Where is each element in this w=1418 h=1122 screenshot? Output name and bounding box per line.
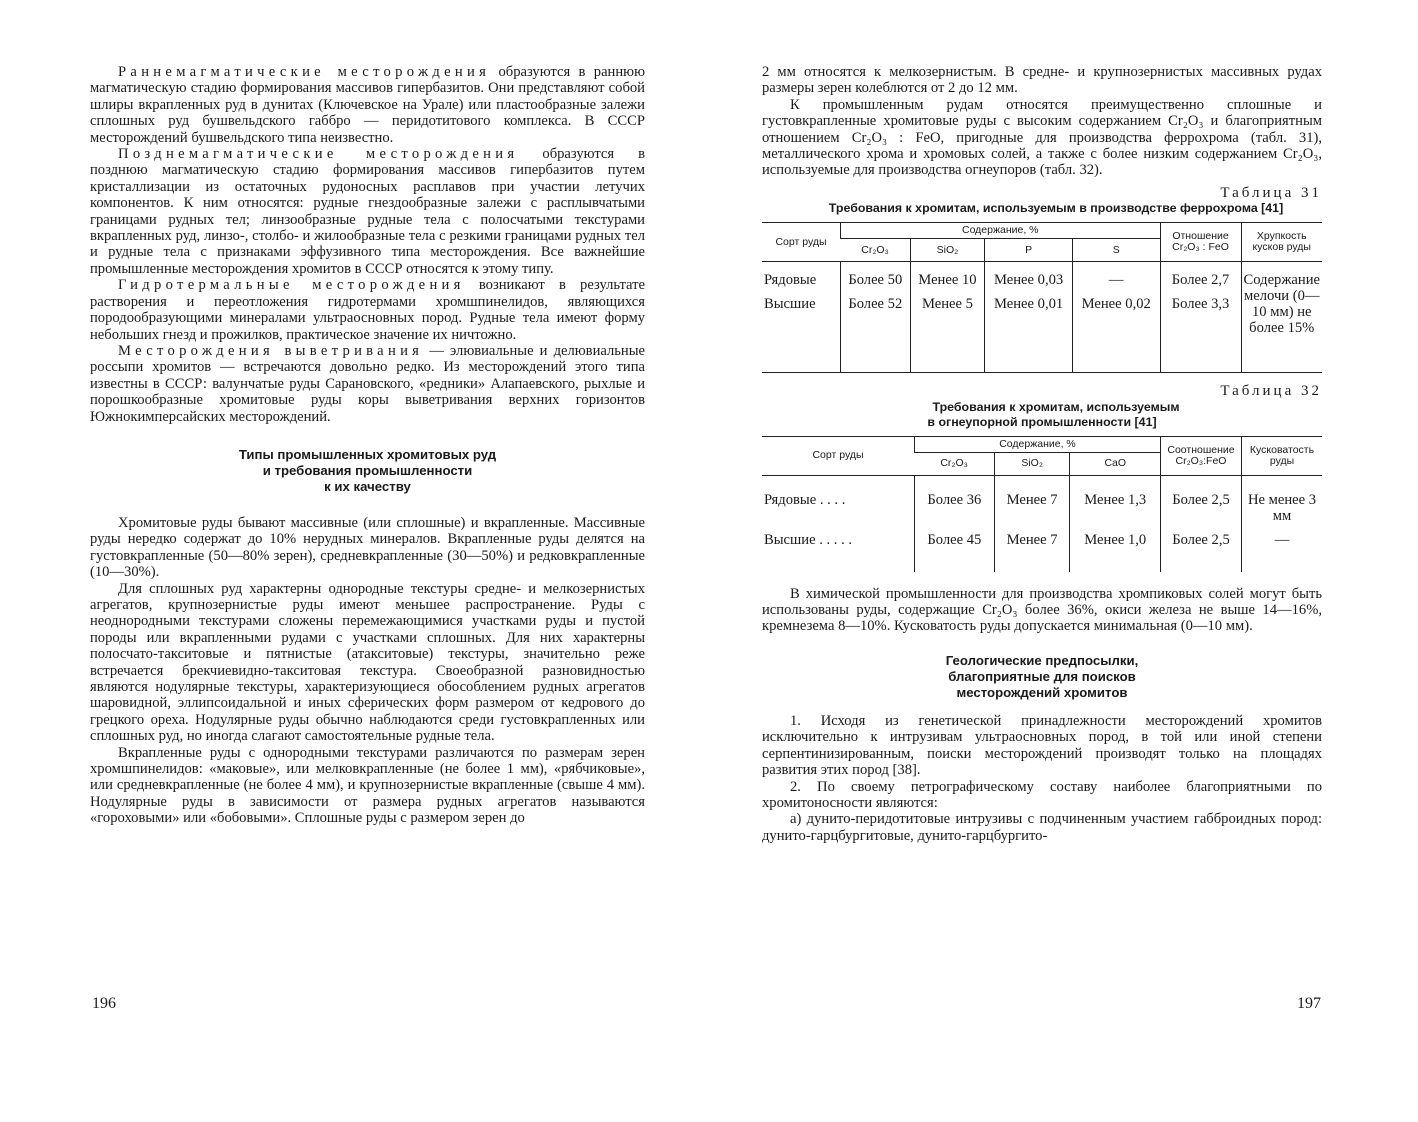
table-32 <box>762 436 1322 572</box>
paragraph-late-magmatic <box>90 146 645 277</box>
right-page <box>762 64 1322 844</box>
t31-cell-cr2o3: Более 52 <box>841 292 911 373</box>
t32-cell-lump: — <box>1242 528 1323 572</box>
t31-cell-sio2: Менее 10 <box>910 262 985 293</box>
t32-cell-sio2: Менее 7 <box>994 475 1070 528</box>
t31-cell-sort: Высшие <box>764 296 816 313</box>
left-page <box>90 64 645 827</box>
heading-line: и требования промышленности <box>262 462 473 478</box>
t31-head-lump: Хрупкость кусков руды <box>1241 223 1322 262</box>
t31-cell-lump-note: Содержание мелочи (0—10 мм) не более 15% <box>1241 262 1322 373</box>
t31-cell-ratio: Более 3,3 <box>1160 292 1241 373</box>
paragraph-text: — элювиальные и делювиальные россыпи хромитов — встречаются довольно редко. Из месторождений этого типа известны в СССР: валунчатые руды Сарановского, «редники» Алапаевского, рыхлые и порошкообразные хромитовые руды коры выветривания верхних горизонтов Южнокимперсайских месторождений. <box>90 342 646 425</box>
t32-cell-cao: Менее 1,3 <box>1070 475 1161 528</box>
section-heading-ore-types <box>90 447 645 495</box>
paragraph-weathering <box>90 343 645 425</box>
heading-line: Геологические предпосылки, <box>945 652 1139 668</box>
paragraph-item-2: 2. По своему петрографическому составу наиболее благоприятными по хромитоносности являются: <box>762 778 1322 811</box>
t32-cell-sort: Рядовые . . . . <box>764 491 846 508</box>
paragraph-text: образуются в раннюю магматическую стадию формирования массивов гипербазитов. Они представляют собой шлиры вкрапленных руд в дунитах (Ключевское на Урале) или пластообразные залежи сплошных руд бушвельдского габбро — перидотитового комплекса. В СССР месторождений бушвельдского типа неизвестно. <box>90 64 645 146</box>
t31-cell-p: Менее 0,03 <box>985 262 1073 293</box>
t31-head-content: Содержание, % <box>841 223 1161 239</box>
t32-head-sio2: SiO₂ <box>994 452 1070 475</box>
heading-line: Типы промышленных хромитовых руд <box>238 446 497 462</box>
term-early-magmatic: Раннемагматические месторождения <box>118 64 491 80</box>
t31-cell-ratio: Более 2,7 <box>1160 262 1241 293</box>
t31-head-sio2: SiO₂ <box>910 239 985 262</box>
table-31 <box>762 222 1322 373</box>
t32-head-cr2o3: Cr₂O₃ <box>915 452 995 475</box>
table-title-line: Требования к хромитам, используемым <box>932 399 1180 414</box>
paragraph-chemical-industry: В химической промышленности для производства хромпиковых солей могут быть использованы руды, содержащие Cr₂O₃ более 36%, окиси железа не выше 14—16%, кремнезема 8—10%. Кусковатость руды допускается минимальная (0—10 мм). <box>762 585 1322 635</box>
t31-cell-cr2o3: Более 50 <box>841 262 911 293</box>
paragraph-continuation: 2 мм относятся к мелкозернистым. В средне- и крупнозернистых массивных рудах размеры зерен колеблются от 2 до 12 мм. <box>762 64 1322 97</box>
heading-line: к их качеству <box>324 478 411 494</box>
t32-head-ratio: Соотношение Cr₂O₃:FeO <box>1161 436 1242 475</box>
t31-cell-sio2: Менее 5 <box>910 292 985 373</box>
t32-head-lump: Кусковатость руды <box>1242 436 1323 475</box>
t32-head-cao: CaO <box>1070 452 1161 475</box>
paragraph-disseminated: Вкрапленные руды с однородными текстурами различаются по размерам зерен хромшпинелидов: «маковые», или мелковкрапленные (не более 1 мм), «рябчиковые», или средневкрапленные (не более 4 мм), и крупнозернистые вкрапленные (свыше 4 мм). Нодулярные руды в зависимости от размера рудных агрегатов называются «гороховыми» или «бобовыми». Сплошные руды с размером зерен до <box>90 744 645 827</box>
t32-cell-ratio: Более 2,5 <box>1161 528 1242 572</box>
table31-number: Таблица 31 <box>1220 184 1322 201</box>
heading-line: месторождений хромитов <box>956 684 1128 700</box>
table-row <box>762 292 1322 373</box>
table-row <box>762 475 1322 528</box>
table-row <box>762 528 1322 572</box>
t32-cell-cr2o3: Более 36 <box>915 475 995 528</box>
heading-line: благоприятные для поисков <box>948 668 1136 684</box>
paragraph-early-magmatic <box>90 64 645 146</box>
table32-title <box>762 400 1322 430</box>
t31-head-cr2o3: Cr₂O₃ <box>841 239 911 262</box>
paragraph-hydrothermal <box>90 277 645 343</box>
t32-cell-sort: Высшие . . . . . <box>764 531 853 548</box>
t31-cell-sort: Рядовые <box>764 272 817 289</box>
t31-cell-s: — <box>1072 262 1160 293</box>
t31-head-sort: Сорт руды <box>762 223 841 262</box>
section-heading-geology <box>762 653 1322 701</box>
paragraph-text: образуются в позднюю магматическую стадию формирования массивов гипербазитов путем кристаллизации из остаточных рудоносных расплавов при участии летучих компонентов. К ним относятся: рудные гнездообразные залежи с расплывчатыми границами рудных тел; линзообразные рудные тела с полосчатыми текстурами вкрапленных руд, линзо-, столбо- и жилообразные тела с резкими границами рудных тел и рудные тела с признаками эффузивного типа месторождения. Все важнейшие промышленные месторождения хромитов в СССР относятся к этому типу. <box>90 146 646 277</box>
t31-head-p: P <box>985 239 1073 262</box>
table32-number: Таблица 32 <box>1220 383 1322 400</box>
page-number-right: 197 <box>1297 995 1321 1012</box>
term-hydrothermal: Гидротермальные месторождения <box>118 277 465 294</box>
t31-cell-p: Менее 0,01 <box>985 292 1073 373</box>
t31-cell-s: Менее 0,02 <box>1072 292 1160 373</box>
paragraph-item-2a: а) дунито-перидотитовые интрузивы с подчиненным участием габброидных пород: дунито-гарцбургитовые, дунито-гарцбургито- <box>762 811 1322 844</box>
paragraph-industrial-ores: К промышленным рудам относятся преимущественно сплошные и густовкрапленные хромитовые руды с высоким содержанием Cr₂O₃ и благоприятным отношением Cr₂O₃ : FeO, пригодные для производства феррохрома (табл. 31), металлического хрома и хромовых солей, а также с более низким содержанием Cr₂O₃, используемые для производства огнеупоров (табл. 32). <box>762 96 1322 179</box>
paragraph-textures: Для сплошных руд характерны однородные текстуры средне- и мелкозернистых агрегатов, крупнозернистые руды имеют меньшее распространение. Руды с неоднородными текстурами сложены перемежающимися участками руды и пустой породы или вкрапленными рудами с участками сплошных. Для них характерны полосчато-такситовые и пятнистые (атакситовые) текстуры, значительно реже встречается брекчиевидно-такситовая текстура. Своеобразной разновидностью являются нодулярные текстуры, характеризующиеся обособлением рудных агрегатов шаровидной, эллипсоидальной и иных сферических форм размером от кедрового до грецкого ореха. Нодулярные руды обычно наблюдаются среди густовкрапленных или сплошных руд, но иногда слагают самостоятельные рудные тела. <box>90 580 645 745</box>
table-title-line: в огнеупорной промышленности [41] <box>927 414 1157 429</box>
paragraph-text: возникают в результате растворения и переотложения гидротермами хромшпинелидов, являющихся породообразующими минералами ультраосновных пород. Рудные тела имеют форму небольших гнезд и прожилков, практическое значение их ничтожно. <box>90 277 645 343</box>
t32-cell-sio2: Менее 7 <box>994 528 1070 572</box>
table31-title: Требования к хромитам, используемым в производстве феррохрома [41] <box>828 201 1284 216</box>
t31-head-s: S <box>1072 239 1160 262</box>
term-weathering: Месторождения выветривания <box>118 342 424 359</box>
t32-head-sort: Сорт руды <box>762 436 915 475</box>
t32-cell-lump: Не менее 3 мм <box>1242 475 1323 528</box>
paragraph-massive-ores: Хромитовые руды бывают массивные (или сплошные) и вкрапленные. Массивные руды нередко содержат до 10% нерудных минералов. Вкрапленные руды делятся на густовкрапленные (50—80% зерен), средневкрапленные (30—50%) и редковкрапленные (10—30%). <box>90 514 645 581</box>
table-row <box>762 262 1322 293</box>
t32-cell-cao: Менее 1,0 <box>1070 528 1161 572</box>
t32-head-content: Содержание, % <box>915 436 1161 452</box>
t32-cell-cr2o3: Более 45 <box>915 528 995 572</box>
paragraph-item-1: 1. Исходя из генетической принадлежности месторождений хромитов исключительно к интрузивам ультраосновных пород, в той или иной степени серпентинизированным, поиски месторождений производят только на площадях развития этих пород [38]. <box>762 712 1322 779</box>
t31-head-ratio: Отношение Cr₂O₃ : FeO <box>1160 223 1241 262</box>
term-late-magmatic: Позднемагматические месторождения <box>118 146 519 163</box>
page-number-left: 196 <box>92 995 116 1012</box>
t32-cell-ratio: Более 2,5 <box>1161 475 1242 528</box>
